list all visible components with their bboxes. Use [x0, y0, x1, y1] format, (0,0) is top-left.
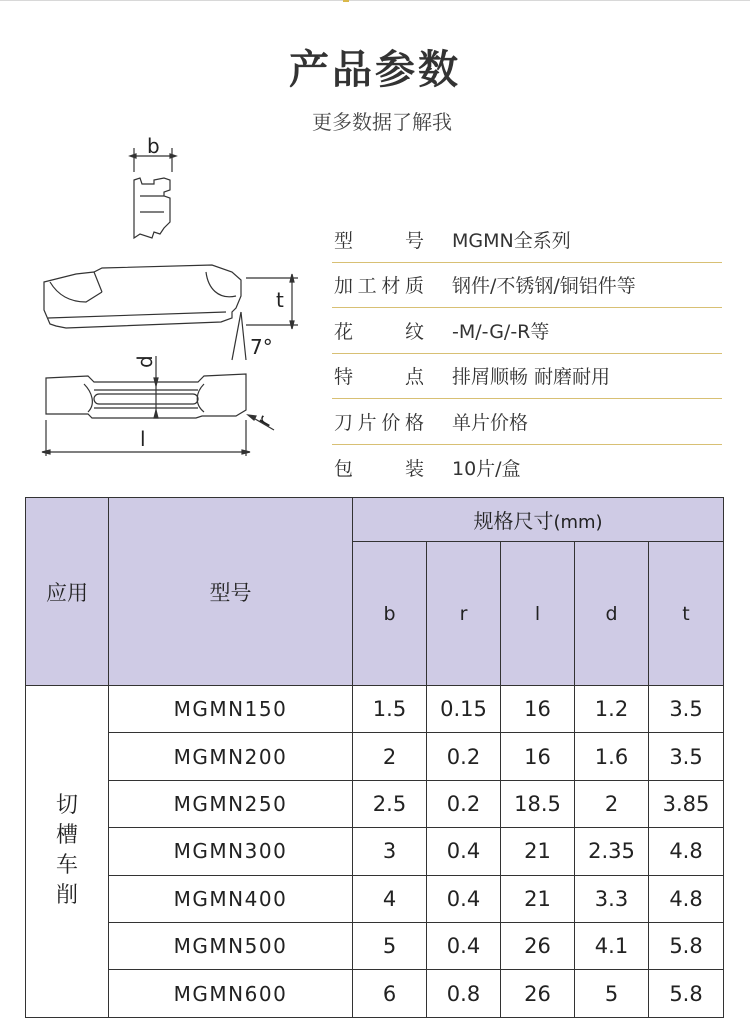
d-cell: 1.2: [575, 686, 649, 733]
spec-key: 加工材质: [334, 275, 424, 298]
table-row: [26, 922, 724, 969]
usage-header: 应用: [26, 498, 109, 686]
b-cell: 4: [353, 875, 427, 922]
b-cell: 5: [353, 922, 427, 969]
spec-row: [332, 445, 722, 491]
top-accent-mark: [343, 0, 349, 2]
spec-table: [25, 497, 723, 1015]
spec-value: 排屑顺畅 耐磨耐用: [452, 366, 611, 389]
b-cell: 2.5: [353, 780, 427, 827]
t-cell: 3.5: [649, 733, 724, 780]
r-cell: 0.2: [427, 780, 501, 827]
table-row: [26, 686, 724, 733]
spec-row: [332, 399, 722, 445]
t-cell: 5.8: [649, 970, 724, 1017]
col-header-r: r: [427, 542, 501, 686]
model-cell: MGMN500: [109, 922, 353, 969]
top-divider: [0, 0, 750, 1]
l-cell: 26: [501, 970, 575, 1017]
col-header-b: b: [353, 542, 427, 686]
usage-char: 削: [55, 883, 78, 909]
t-cell: 3.5: [649, 686, 724, 733]
spec-list: [332, 217, 722, 490]
b-cell: 2: [353, 733, 427, 780]
t-cell: 3.85: [649, 780, 724, 827]
b-cell: 3: [353, 828, 427, 875]
d-cell: 3.3: [575, 875, 649, 922]
usage-char: 车: [55, 853, 78, 879]
spec-key: 型号: [334, 229, 424, 252]
front-view-drawing: [130, 148, 176, 238]
table-row: [26, 733, 724, 780]
spec-row: [332, 354, 722, 400]
dims-header-label: 规格尺寸: [473, 509, 554, 533]
b-cell: 1.5: [353, 686, 427, 733]
col-header-l: l: [501, 542, 575, 686]
insert-drawing: [36, 132, 306, 467]
spec-value: -M/-G/-R等: [452, 320, 550, 343]
d-cell: 1.6: [575, 733, 649, 780]
r-cell: 0.8: [427, 970, 501, 1017]
label-l: l: [140, 427, 146, 451]
d-cell: 4.1: [575, 922, 649, 969]
b-cell: 6: [353, 970, 427, 1017]
model-cell: MGMN300: [109, 828, 353, 875]
dims-header-unit: (mm): [553, 512, 603, 533]
label-d: d: [133, 355, 157, 368]
l-cell: 21: [501, 828, 575, 875]
top-view-drawing: [42, 356, 274, 456]
usage-char: 切: [55, 793, 78, 819]
model-cell: MGMN600: [109, 970, 353, 1017]
t-cell: 5.8: [649, 922, 724, 969]
model-cell: MGMN150: [109, 686, 353, 733]
label-r: r: [251, 411, 277, 431]
spec-key: 包装: [334, 457, 424, 480]
table-row: [26, 970, 724, 1017]
spec-key: 刀片价格: [334, 411, 424, 434]
spec-value: MGMN全系列: [452, 229, 571, 252]
l-cell: 18.5: [501, 780, 575, 827]
model-header: 型号: [109, 498, 353, 686]
model-cell: MGMN200: [109, 733, 353, 780]
spec-row: [332, 263, 722, 309]
l-cell: 26: [501, 922, 575, 969]
t-cell: 4.8: [649, 875, 724, 922]
page-title: 产品参数: [289, 47, 461, 93]
l-cell: 21: [501, 875, 575, 922]
r-cell: 0.15: [427, 686, 501, 733]
usage-char: 槽: [55, 823, 78, 849]
label-b: b: [147, 134, 160, 158]
page-subtitle: 更多数据了解我: [312, 110, 452, 134]
r-cell: 0.2: [427, 733, 501, 780]
d-cell: 2.35: [575, 828, 649, 875]
spec-value: 10片/盒: [452, 457, 521, 480]
model-cell: MGMN250: [109, 780, 353, 827]
r-cell: 0.4: [427, 828, 501, 875]
table-row: [26, 875, 724, 922]
r-cell: 0.4: [427, 875, 501, 922]
usage-cell: [26, 686, 109, 1018]
d-cell: 2: [575, 780, 649, 827]
col-header-t: t: [649, 542, 724, 686]
t-cell: 4.8: [649, 828, 724, 875]
label-t: t: [276, 288, 284, 312]
d-cell: 5: [575, 970, 649, 1017]
label-angle: 7°: [250, 335, 273, 359]
spec-value: 钢件/不锈钢/铜铝件等: [452, 275, 636, 298]
l-cell: 16: [501, 686, 575, 733]
insert-diagram: [36, 132, 306, 467]
table-row: [26, 780, 724, 827]
r-cell: 0.4: [427, 922, 501, 969]
spec-row: [332, 308, 722, 354]
spec-row: [332, 217, 722, 263]
dims-header: [353, 498, 724, 542]
l-cell: 16: [501, 733, 575, 780]
spec-value: 单片价格: [452, 411, 529, 434]
spec-key: 花纹: [334, 320, 424, 343]
table-row: [26, 828, 724, 875]
model-cell: MGMN400: [109, 875, 353, 922]
spec-key: 特点: [334, 366, 424, 389]
col-header-d: d: [575, 542, 649, 686]
